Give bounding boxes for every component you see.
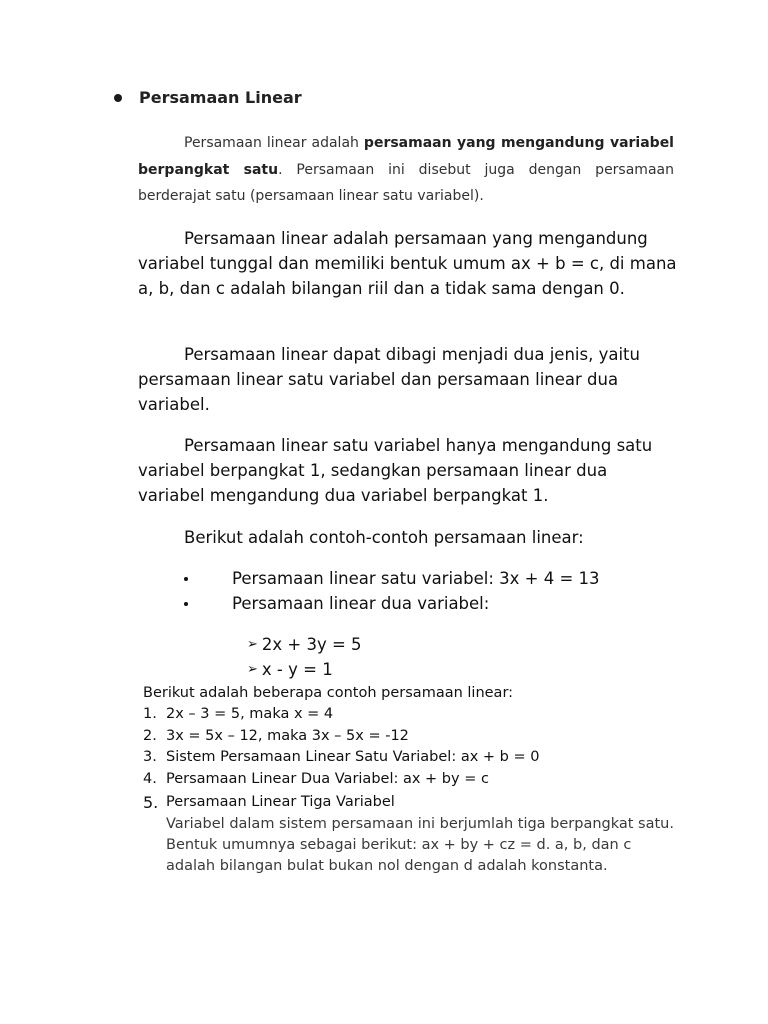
paragraph-definition: Persamaan linear adalah persamaan yang mengandung variabel tunggal dan memiliki bentuk umum ax + b = c, di mana a, b, dan c adalah bilangan riil dan a tidak sama dengan 0. [138, 229, 677, 298]
bullet-icon [184, 577, 188, 581]
arrow-bullet-icon: ➢ [247, 662, 258, 677]
paragraph-variables: Persamaan linear satu variabel hanya mengandung satu variabel berpangkat 1, sedangkan persamaan linear dua variabel mengandung dua variabel berpangkat 1. [138, 436, 653, 505]
list-number: 4. [143, 770, 157, 787]
arrow-bullet-icon: ➢ [247, 637, 258, 652]
list-text: 2x – 3 = 5, maka x = 4 [166, 706, 334, 722]
intro-bold: persamaan yang mengandung variabel berpangkat satu [138, 135, 674, 178]
list-number: 1. [143, 706, 157, 722]
arrow-text: x - y = 1 [261, 660, 333, 679]
numbered-list [143, 704, 539, 814]
list-number: 2. [143, 727, 157, 744]
bullet-list [184, 566, 600, 616]
arrow-list [247, 632, 362, 682]
list-item [143, 704, 539, 726]
list-number: 3. [143, 749, 157, 765]
list-item [143, 769, 539, 791]
intro-rest: . Persamaan ini disebut juga dengan persamaan berderajat satu (persamaan linear satu variabel). [138, 161, 674, 204]
list-item [247, 632, 362, 657]
list-item [247, 657, 362, 682]
list-text: Sistem Persamaan Linear Satu Variabel: ax + b = 0 [166, 749, 540, 765]
intro-lead: Persamaan linear adalah [184, 135, 364, 151]
list-text: 3x = 5x – 12, maka 3x – 5x = -12 [166, 727, 409, 744]
intro-paragraph [138, 130, 674, 210]
paragraph-types: Persamaan linear dapat dibagi menjadi dua jenis, yaitu persamaan linear satu variabel dan persamaan linear dua variabel. [138, 345, 640, 414]
list-text: Persamaan Linear Tiga Variabel [166, 794, 395, 810]
list-number: 5. [143, 793, 159, 812]
heading-row [114, 88, 302, 107]
list-item [184, 591, 600, 616]
three-variable-description: Variabel dalam sistem persamaan ini berjumlah tiga berpangkat satu. Bentuk umumnya sebagai berikut: ax + by + cz = d. a, b, dan c adalah bilangan bulat bukan nol dengan d adalah konstanta. [166, 816, 674, 874]
list-item [143, 726, 539, 748]
list-item [143, 747, 539, 769]
section2-intro: Berikut adalah beberapa contoh persamaan linear: [143, 685, 514, 701]
list-item [143, 792, 539, 814]
list-item [184, 566, 600, 591]
paragraph-examples-intro: Berikut adalah contoh-contoh persamaan linear: [184, 528, 584, 547]
bullet-icon [114, 94, 122, 102]
list-text: Persamaan Linear Dua Variabel: ax + by = c [166, 770, 489, 787]
bullet-icon [184, 602, 188, 606]
arrow-text: 2x + 3y = 5 [261, 635, 362, 654]
section-heading: Persamaan Linear [139, 88, 302, 107]
bullet-text: Persamaan linear dua variabel: [232, 594, 490, 613]
bullet-text: Persamaan linear satu variabel: 3x + 4 = 13 [232, 569, 600, 588]
